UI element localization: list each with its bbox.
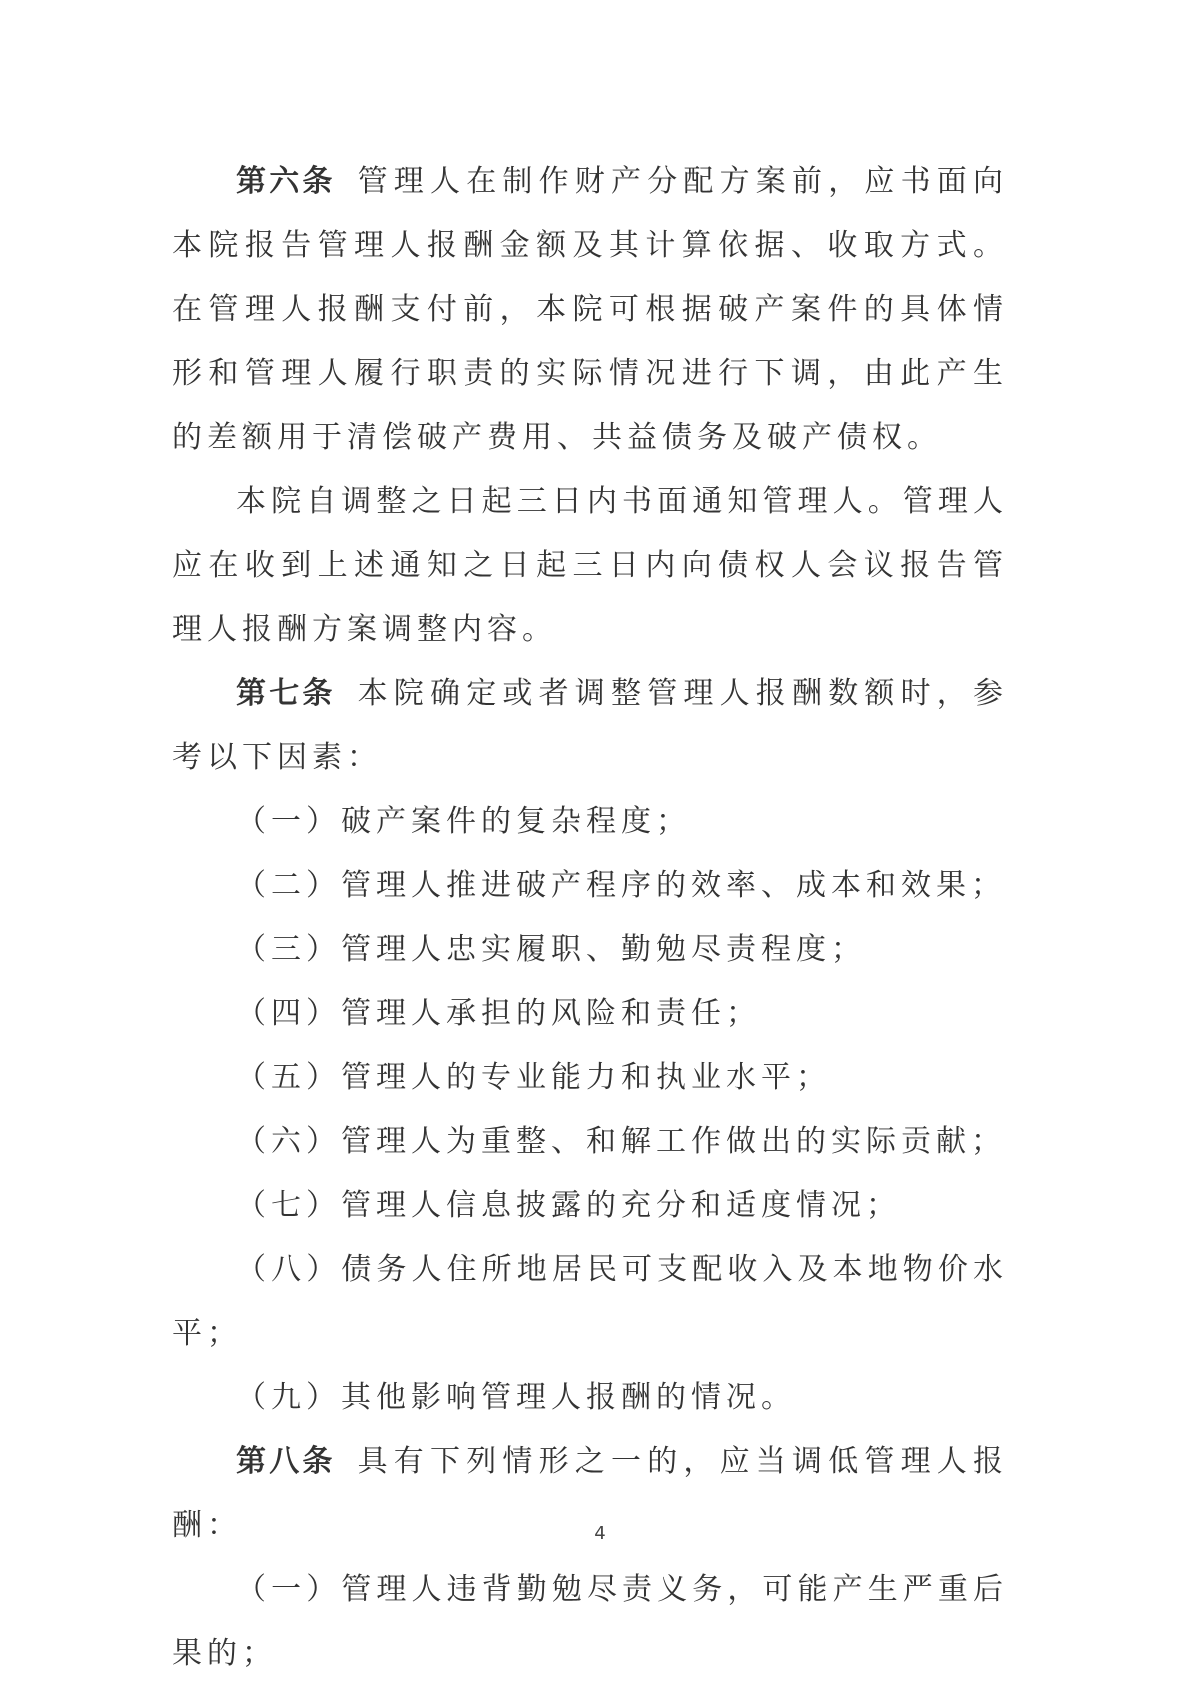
- article-7-text: 本院确定或者调整管理人报酬数额时，参考以下因素：: [172, 676, 1009, 775]
- article-7-item-4: （四）管理人承担的风险和责任；: [236, 996, 761, 1031]
- article-7-item-7: （七）管理人信息披露的充分和适度情况；: [236, 1188, 901, 1223]
- article-7-item-3: （三）管理人忠实履职、勤勉尽责程度；: [236, 932, 866, 967]
- article-8-heading: 第八条: [236, 1444, 336, 1479]
- article-6-text: 管理人在制作财产分配方案前，应书面向本院报告管理人报酬金额及其计算依据、收取方式。在管理人报酬支付前，本院可根据破产案件的具体情形和管理人履行职责的实际情况进行下调，由此产生的差额用于清偿破产费用、共益债务及破产债权。: [172, 164, 1009, 455]
- article-7-paragraph: [172, 662, 1008, 790]
- article-7-item-1: （一）破产案件的复杂程度；: [236, 804, 691, 839]
- article-8-item-1: （一）管理人违背勤勉尽责义务，可能产生严重后果的；: [172, 1572, 1008, 1671]
- article-6-heading: 第六条: [236, 164, 336, 199]
- document-body: [172, 150, 1008, 1686]
- article-6-paragraph-2: 本院自调整之日起三日内书面通知管理人。管理人应在收到上述通知之日起三日内向债权人会议报告管理人报酬方案调整内容。: [172, 484, 1008, 647]
- page-number: 4: [594, 1523, 606, 1544]
- article-8-text: 具有下列情形之一的，应当调低管理人报酬：: [172, 1444, 1009, 1543]
- article-7-item-9: （九）其他影响管理人报酬的情况。: [236, 1380, 796, 1415]
- article-7-item-8: （八）债务人住所地居民可支配收入及本地物价水平；: [172, 1252, 1008, 1351]
- article-6-paragraph: [172, 150, 1008, 470]
- article-7-item-2: （二）管理人推进破产程序的效率、成本和效果；: [236, 868, 1006, 903]
- article-7-item-5: （五）管理人的专业能力和执业水平；: [236, 1060, 831, 1095]
- article-7-heading: 第七条: [236, 676, 336, 711]
- article-7-item-6: （六）管理人为重整、和解工作做出的实际贡献；: [236, 1124, 1006, 1159]
